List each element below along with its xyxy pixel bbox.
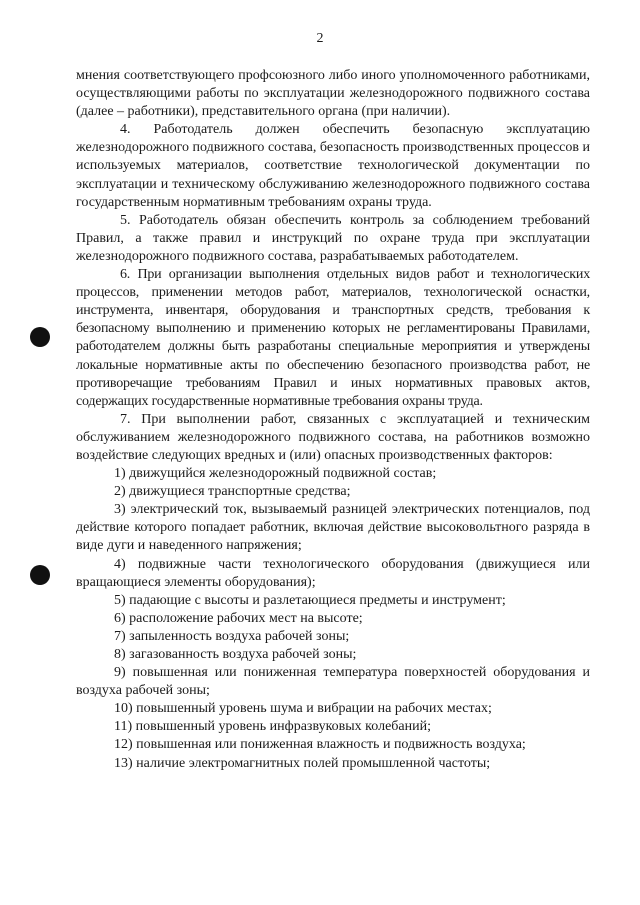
factor-item: 8) загазованность воздуха рабочей зоны;: [114, 647, 357, 662]
factor-item: 7) запыленность воздуха рабочей зоны;: [114, 628, 350, 644]
factor-item: 1) движущийся железнодорожный подвижной состав;: [114, 466, 437, 482]
paragraph-5: 5. Работодатель обязан обеспечить контроль за соблюдением требований Правил, а также правил и инструкций по охране труда при эксплуатации железнодорожного подвижного состава, разрабатываемых работодателем.: [76, 212, 590, 264]
paragraph-4: 4. Работодатель должен обеспечить безопасную эксплуатацию железнодорожного подвижного состава, безопасность производственных процессов и используемых материалов, соответствие технологической документации по эксплуатации и техническому обслуживанию железнодорожного подвижного состава государственным нормативным требованиям охраны труда.: [76, 122, 590, 210]
factor-item: 9) повышенная или пониженная температура поверхностей оборудования и воздуха рабочей зоны;: [76, 665, 590, 699]
punch-hole-mark: [30, 565, 50, 585]
paragraph-continuation: мнения соответствующего профсоюзного либо иного уполномоченного работниками, осуществляющими работы по эксплуатации железнодорожного подвижного состава (далее – работники), представительного органа (при наличии).: [76, 68, 590, 120]
factor-item: 5) падающие с высоты и разлетающиеся предметы и инструмент;: [114, 592, 506, 608]
factor-item: 13) наличие электромагнитных полей промышленной частоты;: [114, 755, 491, 771]
factor-item: 6) расположение рабочих мест на высоте;: [114, 610, 363, 626]
factor-item: 2) движущиеся транспортные средства;: [114, 484, 351, 500]
factor-item: 11) повышенный уровень инфразвуковых колебаний;: [114, 719, 431, 735]
factor-item: 10) повышенный уровень шума и вибрации на рабочих местах;: [114, 701, 492, 717]
page-number: 2: [316, 31, 324, 46]
paragraph-7: 7. При выполнении работ, связанных с эксплуатацией и техническим обслуживанием железнодорожного подвижного состава, на работников возможно воздействие следующих вредных и (или) опасных производственных факторов:: [76, 411, 590, 463]
paragraph-6: 6. При организации выполнения отдельных видов работ и технологических процессов, применении методов работ, материалов, технологической оснастки, инструмента, инвентаря, оборудования и транспортных средств, требования к безопасному выполнению и применению которых не регламентированы Правилами, работодателем должны быть разработаны специальные мероприятия и утверждены локальные нормативные акты по обеспечению безопасного производства работ, не противоречащие требованиям Правил и иных нормативных правовых актов, содержащих государственные нормативные требования охраны труда.: [76, 267, 590, 409]
punch-hole-mark: [30, 327, 50, 347]
document-body: [76, 67, 590, 773]
factor-item: 3) электрический ток, вызываемый разницей электрических потенциалов, под действие которого попадает работник, включая действие высоковольтного разряда в виде дуги и наведенного напряжения;: [76, 502, 590, 554]
factor-item: 4) подвижные части технологического оборудования (движущиеся или вращающиеся элементы оборудования);: [76, 556, 590, 590]
factor-item: 12) повышенная или пониженная влажность и подвижность воздуха;: [114, 737, 526, 753]
